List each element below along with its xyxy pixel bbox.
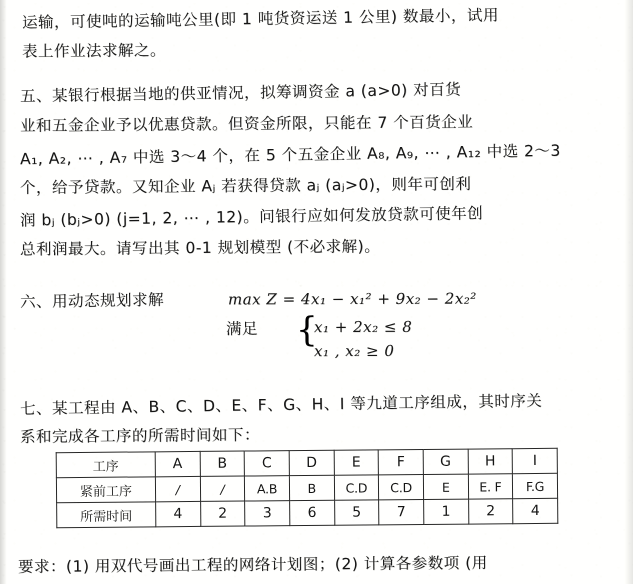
text-line-1: 运输，可使吨的运输吨公里(即 1 吨货资运送 1 公里) 数最小，试用 xyxy=(21,6,500,32)
cell-predecessor-2: A.B xyxy=(245,476,290,501)
objective-function: max Z = 4x₁ − x₁² + 9x₂ − 2x₂² xyxy=(227,289,477,309)
cell-predecessor-4: C.D xyxy=(334,475,379,500)
cell-activity-7: H xyxy=(468,449,513,474)
cell-duration-6: 1 xyxy=(424,499,469,524)
cell-predecessor-1: / xyxy=(200,476,245,501)
cell-predecessor-5: C.D xyxy=(379,474,424,499)
text-line-10: 七、某工程由 A、B、C、D、E、F、G、H、I 等九道工序组成，其时序关 xyxy=(19,391,543,419)
text-line-3: 五、某银行根据当地的供亚情况，拟筹调资金 a (a>0) 对百货 xyxy=(19,80,462,106)
cell-activity-6: G xyxy=(423,449,468,474)
cell-duration-8: 4 xyxy=(513,498,558,523)
cell-activity-8: I xyxy=(512,448,557,473)
cell-predecessor-3: B xyxy=(289,475,334,500)
scan-left-shadow xyxy=(0,0,7,584)
text-line-5: A₁, A₂, ⋯ , A₇ 中选 3～4 个，在 5 个五金企业 A₈, A₉, ⋯ , A₁₂ 中选 2～3 xyxy=(19,141,561,169)
row-header-duration: 所需时间 xyxy=(57,502,156,528)
scan-right-shadow xyxy=(624,0,633,584)
cell-duration-7: 2 xyxy=(468,499,513,524)
cell-duration-3: 6 xyxy=(290,500,335,525)
cell-activity-4: E xyxy=(334,450,379,475)
cell-predecessor-6: E xyxy=(423,474,468,499)
text-line-4: 业和五金企业予以优惠贷款。但资金所限，只能在 7 个百货企业 xyxy=(19,113,474,135)
cell-duration-5: 7 xyxy=(379,499,424,524)
cell-activity-1: B xyxy=(200,451,245,476)
cell-duration-2: 3 xyxy=(245,501,290,526)
text-line-8: 总利润最大。请写出其 0-1 规划模型 (不必求解)。 xyxy=(19,237,381,259)
cell-predecessor-0: / xyxy=(155,476,200,501)
text-line-11: 系和完成各工序的所需时间如下： xyxy=(19,425,261,447)
constraint-brace: { xyxy=(296,310,318,350)
cell-duration-4: 5 xyxy=(334,500,379,525)
text-line-6: 个，给予贷款。又知企业 Aⱼ 若获得贷款 aⱼ (aⱼ>0)，则年可创利 xyxy=(19,175,472,197)
constraint-2: x₁ , x₂ ≥ 0 xyxy=(313,341,395,361)
row-header-activity: 工序 xyxy=(56,452,155,478)
task-schedule-table xyxy=(56,448,559,528)
text-line-12: 要求：(1) 用双代号画出工程的网络计划图；(2) 计算各参数项 (用 xyxy=(17,553,488,577)
cell-predecessor-7: E. F xyxy=(468,474,513,499)
cell-activity-2: C xyxy=(244,451,289,476)
text-line-2: 表上作业法求解之。 xyxy=(21,41,167,61)
text-line-7: 润 bⱼ (bⱼ>0) (j=1, 2, ⋯ , 12)。问银行应如何发放贷款可使年创 xyxy=(19,204,484,230)
constraint-label: 满足 xyxy=(225,319,259,339)
cell-activity-0: A xyxy=(155,451,200,476)
cell-predecessor-8: F.G xyxy=(513,473,558,498)
cell-activity-3: D xyxy=(289,450,334,475)
table-row xyxy=(57,498,558,527)
cell-duration-1: 2 xyxy=(200,501,245,526)
row-header-predecessor: 紧前工序 xyxy=(56,477,155,503)
cell-activity-5: F xyxy=(378,449,423,474)
constraint-1: x₁ + 2x₂ ≤ 8 xyxy=(313,317,413,337)
cell-duration-0: 4 xyxy=(156,501,201,526)
text-line-9: 六、用动态规划求解 xyxy=(19,290,165,312)
